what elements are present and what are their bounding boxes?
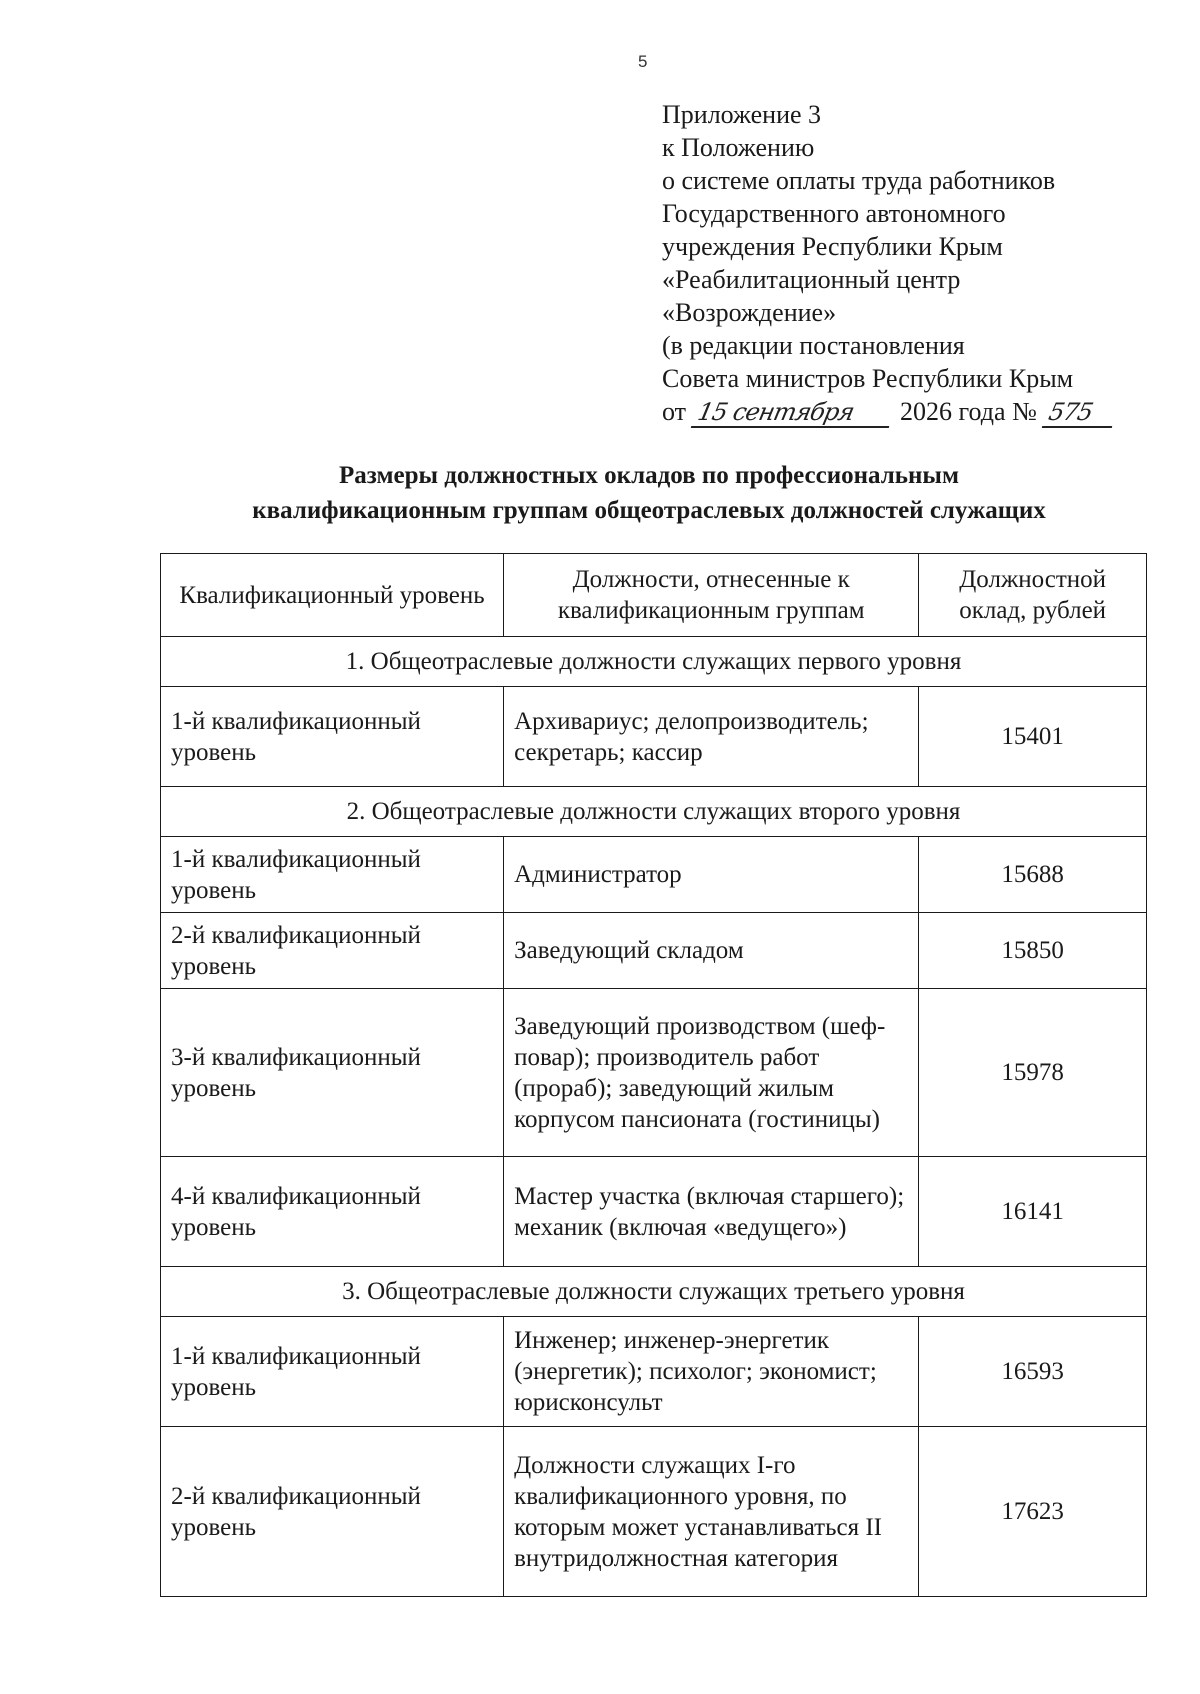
table-row	[161, 913, 1147, 989]
table-row	[161, 1317, 1147, 1427]
appendix-block	[662, 98, 1115, 428]
salary-cell: 17623	[919, 1427, 1147, 1597]
resolution-date-line	[662, 395, 1115, 428]
section-title: 3. Общеотраслевые должности служащих третьего уровня	[161, 1267, 1147, 1317]
section-row	[161, 637, 1147, 687]
posts-cell: Заведующий производством (шеф-повар); производитель работ (прораб); заведующий жилым корпусом пансионата (гостиницы)	[504, 989, 919, 1157]
section-row	[161, 787, 1147, 837]
level-cell: 3-й квалификационный уровень	[161, 989, 504, 1157]
salary-cell: 15688	[919, 837, 1147, 913]
posts-cell: Архивариус; делопроизводитель; секретарь; кассир	[504, 687, 919, 787]
posts-cell: Должности служащих I-го квалификационного уровня, по которым может устанавливаться II внутридолжностная категория	[504, 1427, 919, 1597]
table-row	[161, 1157, 1147, 1267]
handwritten-date: 15 сентября	[691, 398, 895, 428]
appendix-line: Совета министров Республики Крым	[662, 364, 1074, 393]
table-row	[161, 1427, 1147, 1597]
salary-cell: 15401	[919, 687, 1147, 787]
level-cell: 1-й квалификационный уровень	[161, 837, 504, 913]
level-cell: 4-й квалификационный уровень	[161, 1157, 504, 1267]
section-title: 2. Общеотраслевые должности служащих второго уровня	[161, 787, 1147, 837]
header-salary: Должностной оклад, рублей	[919, 554, 1147, 637]
posts-cell: Заведующий складом	[504, 913, 919, 989]
document-title	[150, 458, 1148, 528]
level-cell: 2-й квалификационный уровень	[161, 913, 504, 989]
page-number: 5	[638, 52, 648, 71]
salary-table	[160, 553, 1147, 1597]
year-text: 2026 года №	[900, 397, 1037, 426]
level-cell: 2-й квалификационный уровень	[161, 1427, 504, 1597]
appendix-line: Государственного автономного	[662, 199, 1006, 228]
table-header-row	[161, 554, 1147, 637]
level-cell: 1-й квалификационный уровень	[161, 687, 504, 787]
appendix-line: учреждения Республики Крым	[662, 232, 1003, 261]
handwritten-number: 575	[1042, 398, 1118, 428]
table-row	[161, 687, 1147, 787]
section-row	[161, 1267, 1147, 1317]
appendix-line: «Возрождение»	[662, 298, 837, 327]
title-line-1: Размеры должностных окладов по профессиональным	[339, 462, 959, 489]
salary-cell: 16141	[919, 1157, 1147, 1267]
posts-cell: Администратор	[504, 837, 919, 913]
section-title: 1. Общеотраслевые должности служащих первого уровня	[161, 637, 1147, 687]
appendix-line: (в редакции постановления	[662, 331, 965, 360]
appendix-line: «Реабилитационный центр	[662, 265, 961, 294]
date-prefix: от	[662, 397, 687, 426]
salary-cell: 15978	[919, 989, 1147, 1157]
header-level: Квалификационный уровень	[161, 554, 504, 637]
header-posts: Должности, отнесенные к квалификационным группам	[504, 554, 919, 637]
appendix-line: о системе оплаты труда работников	[662, 166, 1056, 195]
title-line-2: квалификационным группам общеотраслевых должностей служащих	[252, 497, 1046, 524]
posts-cell: Инженер; инженер-энергетик (энергетик); психолог; экономист; юрисконсульт	[504, 1317, 919, 1427]
appendix-line: к Положению	[662, 133, 815, 162]
salary-cell: 16593	[919, 1317, 1147, 1427]
table-row	[161, 837, 1147, 913]
appendix-line: Приложение 3	[662, 100, 822, 129]
salary-cell: 15850	[919, 913, 1147, 989]
posts-cell: Мастер участка (включая старшего); механик (включая «ведущего»)	[504, 1157, 919, 1267]
table-row	[161, 989, 1147, 1157]
level-cell: 1-й квалификационный уровень	[161, 1317, 504, 1427]
